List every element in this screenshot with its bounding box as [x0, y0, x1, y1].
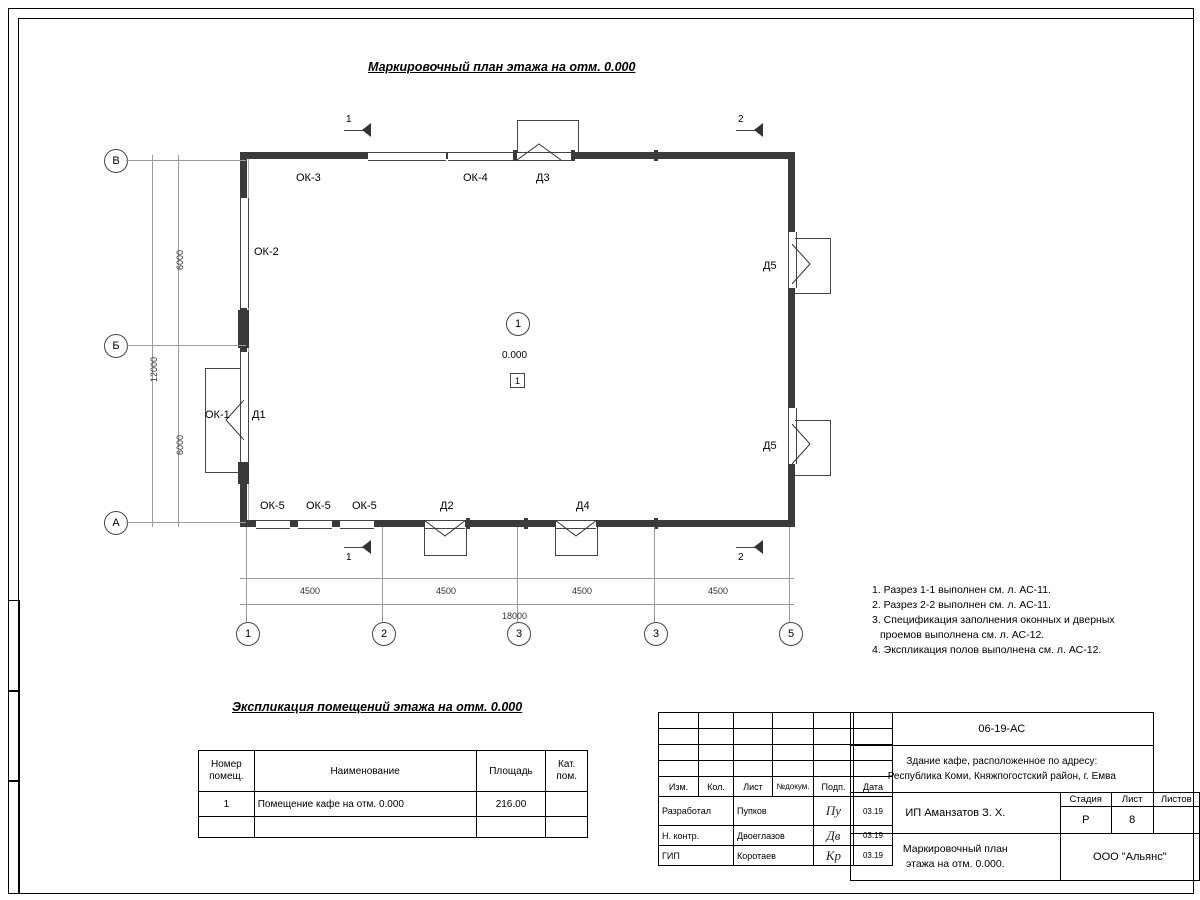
- porch-left-outline-b: [205, 472, 241, 473]
- wall-right: [788, 152, 795, 527]
- note-1: 1. Разрез 1-1 выполнен см. л. АС-11.: [872, 584, 1051, 596]
- stamp-customer: ИП Аманзатов З. Х.: [851, 793, 1061, 834]
- cell-empty-2: [254, 817, 476, 838]
- window-ok-4-opening: [448, 152, 516, 161]
- label-d5-bottom: Д5: [763, 440, 777, 452]
- blank-cell: [659, 761, 699, 777]
- stamp-drawing-title: [851, 834, 1061, 881]
- window-ok-5-a-opening: [256, 520, 290, 529]
- margin-box-3: [8, 780, 20, 894]
- blank-cell: [773, 713, 814, 729]
- door-d2-sill: [424, 555, 467, 556]
- explication-table: [198, 750, 588, 838]
- door-d3-head: [517, 120, 579, 121]
- stamp-object-line2: Республика Коми, Княжпогостский район, г. Емва: [887, 771, 1116, 782]
- porch-right-bot-b: [795, 475, 831, 476]
- dim-tick-h-3: [517, 572, 518, 585]
- blank-cell: [699, 745, 734, 761]
- section-mark-1-bottom-arrow-icon: [362, 540, 372, 554]
- table-row: [199, 792, 588, 817]
- dim-horizontal-1: 4500: [300, 586, 321, 596]
- label-ok-5-b: ОК-5: [306, 500, 331, 512]
- blank-cell: [734, 713, 773, 729]
- section-mark-2-bottom-arrow-icon: [754, 540, 764, 554]
- wall-tick-bot-2: [524, 518, 528, 529]
- table-row: [199, 817, 588, 838]
- role-label-ncontr: Н. контр.: [659, 826, 734, 846]
- role-sign-developer: Пу: [814, 797, 854, 826]
- label-d5-top: Д5: [763, 260, 777, 272]
- dim-horizontal-3: 4500: [572, 586, 593, 596]
- header-room-number: [199, 751, 255, 792]
- section-mark-1-bottom-label: 1: [346, 552, 352, 563]
- window-ok-3-opening: [368, 152, 446, 161]
- axis-line-a: [126, 522, 246, 523]
- axis-number-4: 3: [644, 622, 668, 646]
- wall-tick-top-3: [654, 150, 658, 161]
- role-name-gip: Коротаев: [734, 846, 814, 866]
- rev-header-list: Лист: [734, 777, 773, 797]
- blank-cell: [814, 761, 854, 777]
- dim-tick-ho-1: [246, 598, 247, 611]
- stamp-code-row: [851, 713, 1200, 746]
- porch-right-bot-t: [795, 420, 831, 421]
- axis-number-3: 3: [507, 622, 531, 646]
- cell-room-number: 1: [199, 792, 255, 817]
- dim-line-vertical-outer: [152, 155, 153, 527]
- blank-cell: [734, 745, 773, 761]
- wall-left-pier-low: [238, 462, 249, 484]
- section-mark-2-top-label: 2: [738, 114, 744, 125]
- blank-cell: [699, 761, 734, 777]
- role-date-developer: 03.19: [854, 797, 893, 826]
- stamp-company: ООО "Альянс": [1060, 834, 1199, 881]
- stage-value-stage: Р: [1060, 807, 1111, 834]
- door-d4-sill: [555, 555, 598, 556]
- cell-room-name: Помещение кафе на отм. 0.000: [254, 792, 476, 817]
- stamp-object-row: [851, 746, 1200, 793]
- note-2: 2. Разрез 2-2 выполнен см. л. АС-11.: [872, 599, 1051, 611]
- dim-tick-v-mid: [172, 345, 185, 346]
- label-ok-5-c: ОК-5: [352, 500, 377, 512]
- dim-tick-h-1: [246, 572, 247, 585]
- axis-letter-v: В: [104, 149, 128, 173]
- notes-block: [872, 583, 1115, 658]
- label-ok-4: ОК-4: [463, 172, 488, 184]
- axis-number-2: 2: [372, 622, 396, 646]
- door-d2-swing-icon: [424, 520, 468, 540]
- role-label-developer: Разработал: [659, 797, 734, 826]
- blank-cell: [773, 729, 814, 745]
- note-3: 3. Спецификация заполнения оконных и дверных: [872, 614, 1115, 626]
- table-header-row: [199, 751, 588, 792]
- blank-cell: [659, 729, 699, 745]
- blank-cell: [814, 745, 854, 761]
- dim-vertical-1: 6000: [175, 249, 185, 270]
- dim-vertical-2: 6000: [175, 434, 185, 455]
- cell-room-category: [546, 792, 588, 817]
- porch-right-top-b: [795, 293, 831, 294]
- section-mark-2-bottom-label: 2: [738, 552, 744, 563]
- axis-letter-b: Б: [104, 334, 128, 358]
- dim-horizontal-2: 4500: [436, 586, 457, 596]
- note-4: 4. Экспликация полов выполнена см. л. АС-12.: [872, 644, 1102, 656]
- cell-empty-4: [546, 817, 588, 838]
- label-d2: Д2: [440, 500, 454, 512]
- header-area: Площадь: [476, 751, 546, 792]
- door-d5-top-swing-icon: [792, 244, 814, 284]
- section-mark-2-top-arrow-icon: [754, 123, 764, 137]
- axis-line-v: [126, 160, 246, 161]
- stamp-drawing-title-line2: этажа на отм. 0.000.: [906, 858, 1005, 870]
- dim-tick-h-5: [789, 572, 790, 585]
- dim-tick-h-2: [382, 572, 383, 585]
- window-ok-5-b-opening: [298, 520, 332, 529]
- door-d3-swing-icon: [517, 140, 581, 160]
- blank-cell: [659, 713, 699, 729]
- stage-header-lists: Листов: [1153, 793, 1199, 807]
- note-3-cont: проемов выполнена см. л. АС-12.: [880, 629, 1045, 641]
- dim-tick-ho-5: [789, 598, 790, 611]
- header-room-number-text: Номер помещ.: [209, 759, 244, 782]
- cell-room-area: 216.00: [476, 792, 546, 817]
- role-name-ncontr: Двоеглазов: [734, 826, 814, 846]
- stage-value-list: 8: [1111, 807, 1153, 834]
- header-name: Наименование: [254, 751, 476, 792]
- wall-left-pier-mid: [238, 310, 249, 348]
- cell-empty-3: [476, 817, 546, 838]
- axis-number-5: 5: [779, 622, 803, 646]
- blank-cell: [773, 761, 814, 777]
- dim-tick-h-4: [654, 572, 655, 585]
- room-floor-type-marker: 1: [510, 373, 525, 388]
- rev-header-kol: Кол.: [699, 777, 734, 797]
- stage-header-list: Лист: [1111, 793, 1153, 807]
- label-d3: Д3: [536, 172, 550, 184]
- window-ok-2-opening: [240, 198, 249, 308]
- section-mark-1-top-arrow-icon: [362, 123, 372, 137]
- blank-cell: [699, 713, 734, 729]
- role-sign-gip: Кр: [814, 846, 854, 866]
- porch-right-top-t: [795, 238, 831, 239]
- stamp-customer-row: [851, 793, 1200, 807]
- blank-cell: [814, 713, 854, 729]
- label-d1: Д1: [252, 409, 266, 421]
- room-level-label: 0.000: [502, 350, 528, 361]
- window-ok-5-c-opening: [340, 520, 374, 529]
- header-category: Кат. пом.: [546, 751, 588, 792]
- label-ok-2: ОК-2: [254, 246, 279, 258]
- role-label-gip: ГИП: [659, 846, 734, 866]
- stamp-main-table: [850, 712, 1200, 881]
- porch-right-top-v: [830, 238, 831, 294]
- dim-tick-v-top: [172, 160, 185, 161]
- label-ok-3: ОК-3: [296, 172, 321, 184]
- blank-cell: [734, 761, 773, 777]
- dim-tick-vo-top: [146, 160, 159, 161]
- blank-cell: [659, 745, 699, 761]
- role-date-gip: 03.19: [854, 846, 893, 866]
- rev-header-data: Дата: [854, 777, 893, 797]
- role-name-developer: Пупков: [734, 797, 814, 826]
- explication-title: Экспликация помещений этажа на отм. 0.000: [232, 700, 523, 714]
- margin-box-1: [8, 600, 20, 692]
- dim-line-vertical-inner: [178, 155, 179, 527]
- stamp-title-row: [851, 834, 1200, 881]
- stamp-drawing-title-line1: Маркировочный план: [902, 843, 1008, 855]
- label-ok-5-a: ОК-5: [260, 500, 285, 512]
- blank-cell: [814, 729, 854, 745]
- dim-line-horizontal-outer: [240, 604, 794, 605]
- rev-header-ndok: №докум.: [773, 777, 814, 797]
- stamp-code: 06-19-АС: [851, 713, 1154, 746]
- door-d4-swing-icon: [555, 520, 599, 540]
- dim-horizontal-total: 18000: [502, 611, 528, 621]
- blank-cell: [699, 729, 734, 745]
- cell-empty-1: [199, 817, 255, 838]
- wall-tick-bot-1: [466, 518, 470, 529]
- porch-right-bot-v: [830, 420, 831, 476]
- dim-vertical-total: 12000: [149, 356, 159, 382]
- dim-horizontal-4: 4500: [708, 586, 729, 596]
- axis-letter-a: А: [104, 511, 128, 535]
- axis-number-1: 1: [236, 622, 260, 646]
- room-number-marker: 1: [506, 312, 530, 336]
- axis-line-b: [126, 345, 246, 346]
- stage-value-lists: [1153, 807, 1199, 834]
- rev-header-izm: Изм.: [659, 777, 699, 797]
- dim-tick-vo-bot: [146, 522, 159, 523]
- role-sign-ncontr: Дв: [814, 826, 854, 846]
- plan-title: Маркировочный план этажа на отм. 0.000: [368, 60, 636, 74]
- dim-tick-v-bot: [172, 522, 185, 523]
- label-ok-1: ОК-1: [205, 409, 230, 421]
- role-date-ncontr: 03.19: [854, 826, 893, 846]
- stage-header-stage: Стадия: [1060, 793, 1111, 807]
- porch-left-outline-t: [205, 368, 241, 369]
- rev-header-podp: Подп.: [814, 777, 854, 797]
- label-d4: Д4: [576, 500, 590, 512]
- door-d5-bottom-swing-icon: [792, 424, 814, 464]
- blank-cell: [773, 745, 814, 761]
- stamp-object-line1: Здание кафе, расположенное по адресу:: [906, 756, 1098, 767]
- blank-cell: [734, 729, 773, 745]
- margin-box-2: [8, 690, 20, 782]
- stamp-object: [851, 746, 1154, 793]
- section-mark-1-top-label: 1: [346, 114, 352, 125]
